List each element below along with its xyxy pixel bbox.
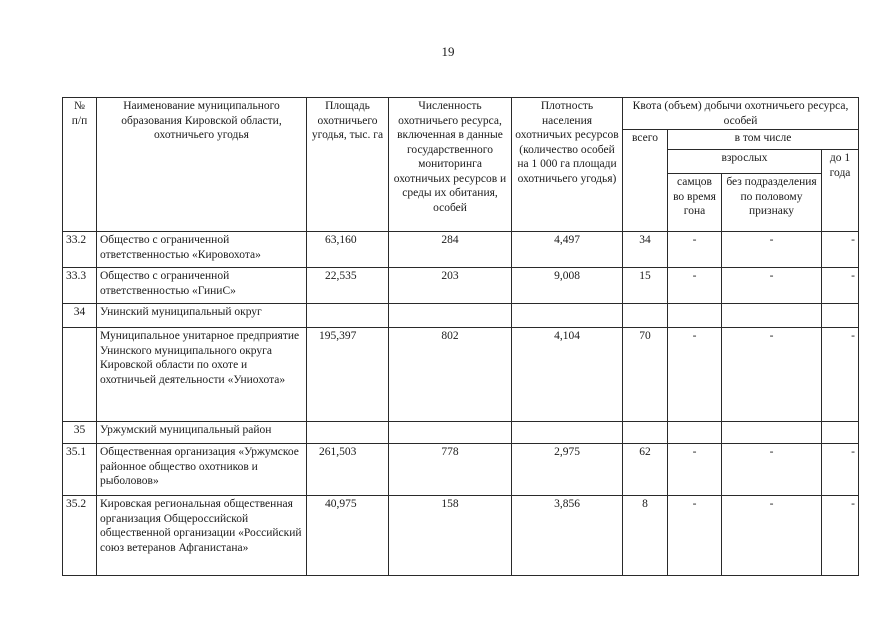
table-row <box>63 444 859 496</box>
header-total: всего <box>623 130 668 232</box>
row-count: 203 <box>389 268 512 304</box>
row-number: 33.3 <box>63 268 97 304</box>
table-row <box>63 496 859 576</box>
header-adults: взрослых <box>668 150 822 174</box>
header-count: Численность охотничьего ресурса, включенная в данные государственного мониторинга охотничьих ресурсов и среды их обитания, особей <box>389 98 512 232</box>
row-under-one-year: - <box>822 232 859 268</box>
row-males: - <box>668 232 722 268</box>
table-row <box>63 268 859 304</box>
row-area: 261,503 <box>307 444 389 496</box>
row-total: 8 <box>623 496 668 576</box>
row-count: 802 <box>389 328 512 422</box>
header-number: № п/п <box>63 98 97 232</box>
row-no-sex: - <box>722 328 822 422</box>
header-under-one-year: до 1 года <box>822 150 859 232</box>
row-no-sex: - <box>722 444 822 496</box>
row-count: 778 <box>389 444 512 496</box>
row-total: 34 <box>623 232 668 268</box>
table-row <box>63 328 859 422</box>
row-number: 35.2 <box>63 496 97 576</box>
page-number: 19 <box>441 44 455 59</box>
row-density: 2,975 <box>512 444 623 496</box>
row-under-one-year: - <box>822 328 859 422</box>
row-no-sex: - <box>722 268 822 304</box>
row-area: 195,397 <box>307 328 389 422</box>
row-name: Уржумский муниципальный район <box>97 422 307 444</box>
header-density: Плотность населения охотничьих ресурсов (количество особей на 1 000 га площади охотничьего угодья) <box>512 98 623 232</box>
row-count: 158 <box>389 496 512 576</box>
row-name: Кировская региональная общественная организация Общероссийской общественной организации «Российский союз ветеранов Афганистана» <box>97 496 307 576</box>
header-name: Наименование муниципального образования Кировской области, охотничьего угодья <box>97 98 307 232</box>
row-males: - <box>668 328 722 422</box>
row-density: 9,008 <box>512 268 623 304</box>
row-area: 63,160 <box>307 232 389 268</box>
row-under-one-year: - <box>822 268 859 304</box>
table-row <box>63 232 859 268</box>
row-number: 34 <box>63 304 97 328</box>
quota-table <box>62 97 859 576</box>
row-no-sex: - <box>722 496 822 576</box>
row-density: 4,104 <box>512 328 623 422</box>
row-total: 15 <box>623 268 668 304</box>
row-males: - <box>668 444 722 496</box>
row-under-one-year: - <box>822 496 859 576</box>
row-males: - <box>668 496 722 576</box>
row-males: - <box>668 268 722 304</box>
header-including: в том числе <box>668 130 859 150</box>
row-total: 62 <box>623 444 668 496</box>
row-number: 35 <box>63 422 97 444</box>
row-number: 35.1 <box>63 444 97 496</box>
row-no-sex: - <box>722 232 822 268</box>
row-name: Унинский муниципальный округ <box>97 304 307 328</box>
row-name: Муниципальное унитарное предприятие Унинского муниципального округа Кировской области по охоте и охотничьей деятельности «Униохота» <box>97 328 307 422</box>
row-area: 22,535 <box>307 268 389 304</box>
row-name: Общественная организация «Уржумское районное общество охотников и рыболовов» <box>97 444 307 496</box>
header-no-sex: без подразделения по половому признаку <box>722 174 822 232</box>
row-name: Общество с ограниченной ответственностью «ГиниС» <box>97 268 307 304</box>
header-males: самцов во время гона <box>668 174 722 232</box>
header-area: Площадь охотничьего угодья, тыс. га <box>307 98 389 232</box>
row-number <box>63 328 97 422</box>
row-number: 33.2 <box>63 232 97 268</box>
row-name: Общество с ограниченной ответственностью «Кировохота» <box>97 232 307 268</box>
table-row-section <box>63 422 859 444</box>
row-under-one-year: - <box>822 444 859 496</box>
table-row-section <box>63 304 859 328</box>
row-total: 70 <box>623 328 668 422</box>
header-quota: Квота (объем) добычи охотничьего ресурса, особей <box>623 98 859 130</box>
row-density: 4,497 <box>512 232 623 268</box>
row-density: 3,856 <box>512 496 623 576</box>
row-area: 40,975 <box>307 496 389 576</box>
row-count: 284 <box>389 232 512 268</box>
